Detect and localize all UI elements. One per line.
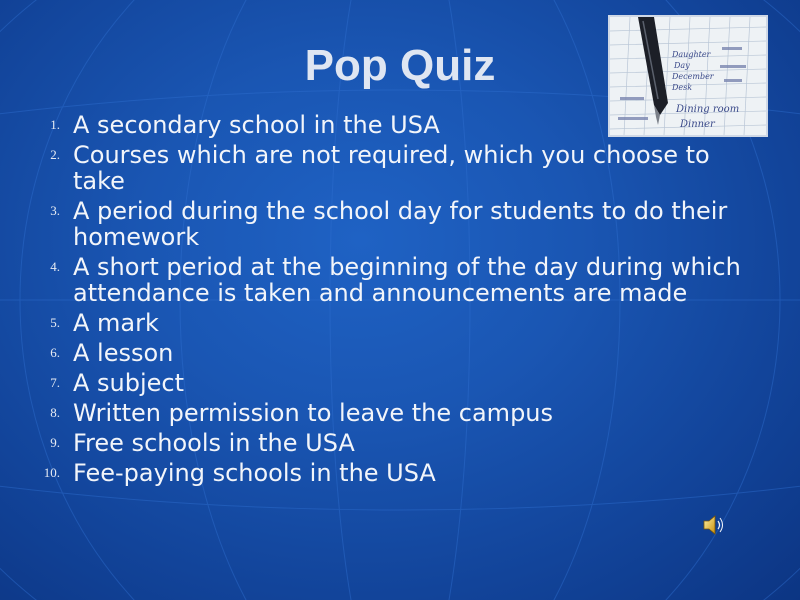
photo-word-6: Dinner (680, 119, 715, 130)
item-number: 6. (50, 345, 60, 360)
item-text: A short period at the beginning of the day during which attendance is taken and announcements are made (73, 253, 741, 307)
item-number: 2. (50, 147, 60, 162)
list-item (0, 430, 790, 456)
item-text: A secondary school in the USA (73, 111, 440, 139)
item-text: A period during the school day for students to do their homework (73, 197, 728, 251)
photo-word-4: Desk (672, 83, 693, 92)
list-item (0, 112, 790, 138)
item-text: Written permission to leave the campus (73, 399, 554, 427)
item-text: Courses which are not required, which you choose to take (73, 141, 710, 195)
slide-title: Pop Quiz (304, 41, 496, 90)
photo-word-2: Day (674, 61, 690, 70)
item-number: 4. (50, 259, 60, 274)
list-item (0, 340, 790, 366)
item-number: 8. (50, 405, 60, 420)
photo-word-3: December (672, 72, 714, 81)
item-number: 9. (50, 435, 60, 450)
list-item (0, 198, 790, 250)
photo-word-1: Daughter (672, 50, 711, 59)
list-item (0, 254, 790, 306)
item-text: A subject (73, 369, 185, 397)
item-number: 3. (50, 203, 60, 218)
item-text: A lesson (73, 339, 174, 367)
list-item (0, 460, 790, 486)
list-item (0, 400, 790, 426)
speaker-sound-icon[interactable] (700, 512, 726, 538)
item-number: 1. (50, 117, 60, 132)
item-text: Free schools in the USA (73, 429, 355, 457)
photo-word-5: Dining room (676, 104, 740, 115)
item-number: 7. (50, 375, 60, 390)
list-item (0, 142, 790, 194)
item-text: Fee-paying schools in the USA (73, 459, 436, 487)
item-number: 10. (43, 465, 60, 480)
item-text: A mark (73, 309, 159, 337)
list-item (0, 310, 790, 336)
item-number: 5. (50, 315, 60, 330)
list-item (0, 370, 790, 396)
quiz-list (0, 112, 790, 490)
